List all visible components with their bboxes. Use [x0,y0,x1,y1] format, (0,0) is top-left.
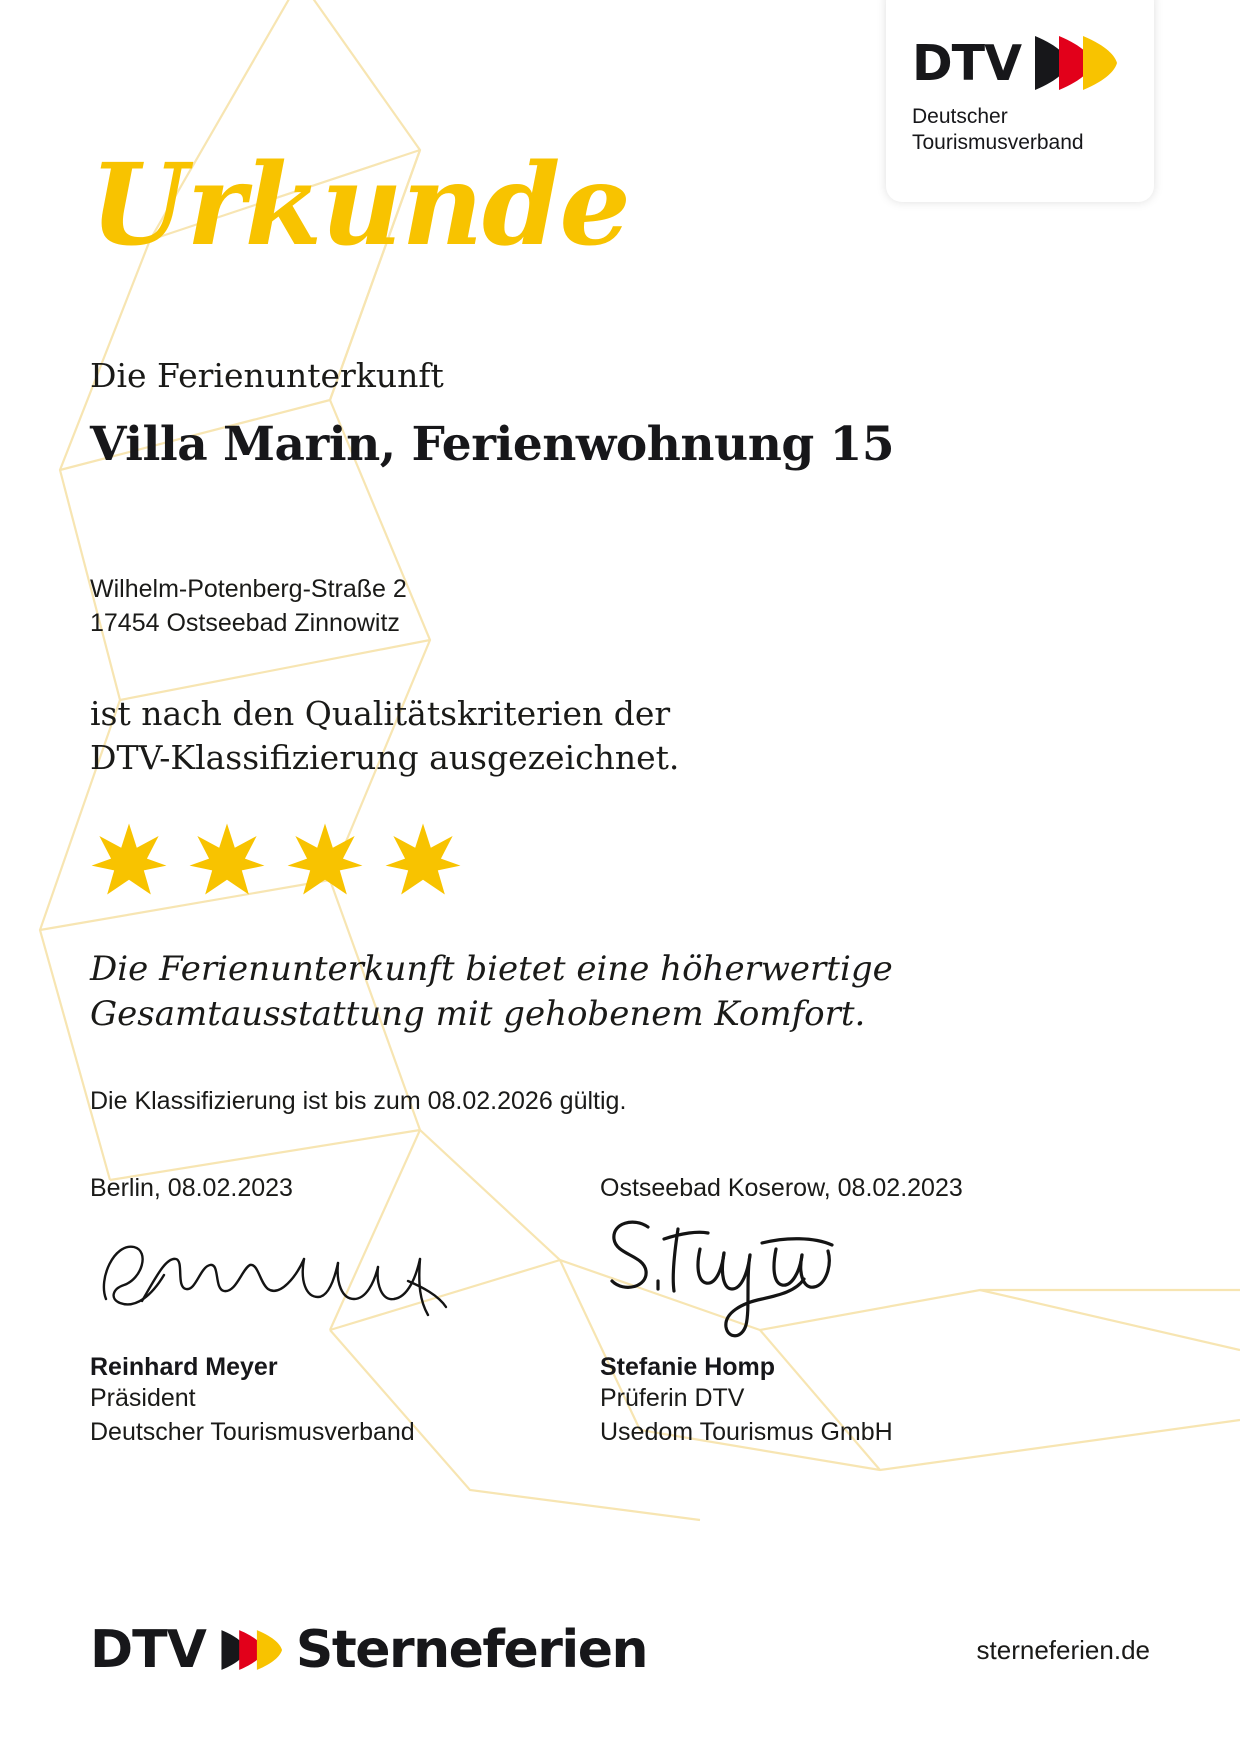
footer-url: sterneferien.de [976,1634,1150,1665]
validity-text: Die Klassifizierung ist bis zum 08.02.2026 gültig. [90,1087,627,1116]
comfort-line-1: Die Ferienunterkunft bietet eine höherwertige [90,948,893,989]
dtv-subtitle-line-2: Tourismusverband [912,130,1084,154]
star-icon [286,822,364,905]
dtv-chevrons-icon [220,1627,282,1673]
star-icon [90,822,168,905]
star-rating [90,822,1150,905]
page-title: Urkunde [90,140,630,271]
place-date: Berlin, 08.02.2023 [90,1174,293,1203]
address-block [90,572,1150,640]
footer [90,1620,1150,1680]
intro-line: Die Ferienunterkunft [90,356,444,395]
signature-row [90,1174,1150,1450]
signature-stefanie-homp [600,1203,1120,1353]
signatory-role-line-1: Prüferin DTV [600,1384,745,1413]
criteria-line-2: DTV-Klassifizierung ausgezeichnet. [90,737,680,777]
comfort-description [90,947,1150,1037]
dtv-logo-badge [886,0,1154,202]
signature-block-right [600,1174,1120,1450]
signature-reinhard-meyer [90,1203,600,1353]
footer-brand-name: Sterneferien [295,1620,648,1680]
signatory-role-line-2: Deutscher Tourismusverband [90,1417,415,1446]
signature-block-left [90,1174,600,1450]
address-street: Wilhelm-Potenberg-Straße 2 [90,575,407,603]
criteria-line-1: ist nach den Qualitätskriterien der [90,694,671,733]
place-date: Ostseebad Koserow, 08.02.2023 [600,1174,963,1203]
signatory-role-line-2: Usedom Tourismus GmbH [600,1417,893,1446]
signatory-name: Stefanie Homp [600,1353,776,1382]
signatory-role-line-1: Präsident [90,1384,196,1413]
dtv-abbr: DTV [912,34,1022,92]
object-name: Villa Marin, Ferienwohnung 15 [90,417,895,472]
signatory-name: Reinhard Meyer [90,1353,278,1382]
star-icon [384,822,462,905]
address-city: 17454 Ostseebad Zinnowitz [90,609,400,637]
dtv-chevrons-icon [1033,32,1117,94]
comfort-line-2: Gesamtausstattung mit gehobenem Komfort. [90,993,866,1034]
criteria-text [90,692,1150,780]
footer-brand-logo [90,1620,648,1680]
dtv-subtitle-line-1: Deutscher [912,105,1008,128]
footer-dtv-abbr: DTV [90,1620,206,1680]
star-icon [188,822,266,905]
